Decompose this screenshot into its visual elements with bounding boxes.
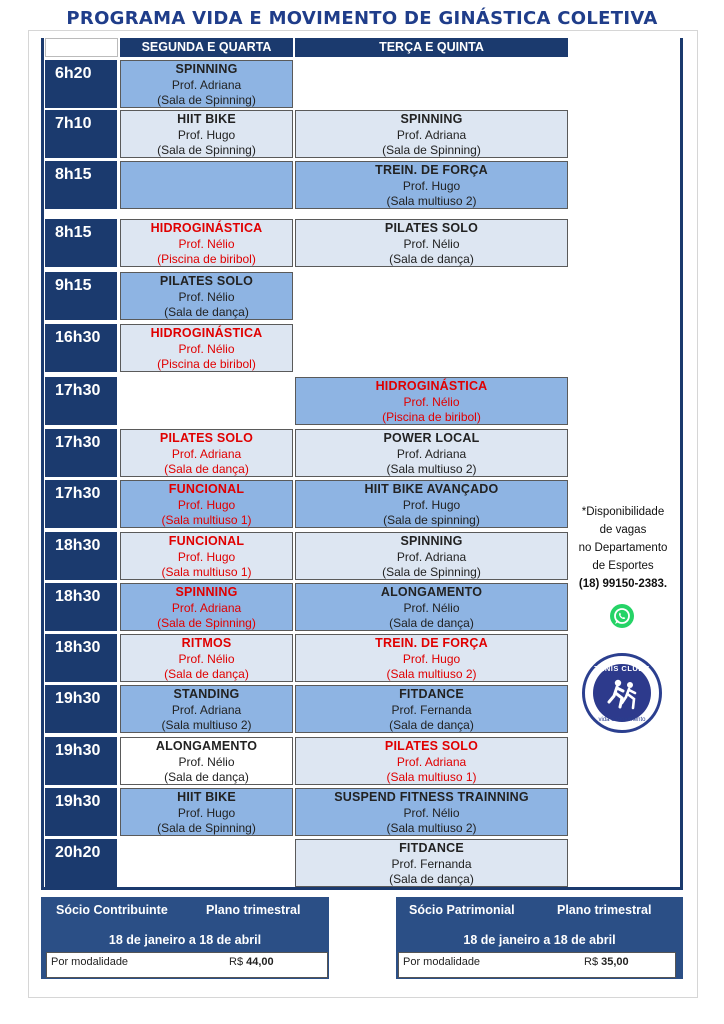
class-activity: RITMOS	[181, 636, 232, 650]
note-line: no Departamento	[578, 542, 668, 554]
class-cell-segunda-quarta	[120, 272, 293, 320]
class-cell-terca-quinta	[295, 377, 568, 425]
class-room: (Sala de Spinning)	[157, 616, 256, 630]
plan-price-box	[46, 952, 328, 978]
note-line: *Disponibilidade	[581, 506, 665, 518]
class-cell-segunda-quarta	[120, 60, 293, 108]
time-slot: 19h30	[45, 737, 117, 785]
class-instructor: Prof. Nélio	[403, 394, 460, 409]
class-instructor: Prof. Hugo	[402, 651, 461, 666]
class-instructor: Prof. Hugo	[177, 127, 236, 142]
class-room: (Sala de dança)	[164, 770, 249, 784]
class-instructor: Prof. Adriana	[171, 600, 242, 615]
class-cell-terca-quinta	[295, 480, 568, 528]
frame-right-bar	[680, 38, 683, 889]
class-cell-segunda-quarta	[120, 110, 293, 158]
time-slot: 17h30	[45, 429, 117, 477]
class-instructor: Prof. Adriana	[171, 446, 242, 461]
class-instructor: Prof. Hugo	[177, 497, 236, 512]
class-cell-terca-quinta	[295, 110, 568, 158]
class-room: (Sala de Spinning)	[157, 143, 256, 157]
time-slot: 9h15	[45, 272, 117, 320]
class-instructor: Prof. Fernanda	[391, 702, 472, 717]
plan-price	[584, 956, 629, 968]
plan-dates: 18 de janeiro a 18 de abril	[108, 933, 262, 947]
class-cell-terca-quinta	[295, 161, 568, 209]
time-slot: 20h20	[45, 839, 117, 887]
class-cell-segunda-quarta	[120, 480, 293, 528]
class-cell-terca-quinta	[295, 219, 568, 267]
time-slot: 18h30	[45, 583, 117, 631]
class-instructor: Prof. Adriana	[396, 754, 467, 769]
class-room: (Sala multiuso 2)	[386, 194, 477, 208]
class-cell-segunda-quarta	[120, 324, 293, 372]
page-title: PROGRAMA VIDA E MOVIMENTO DE GINÁSTICA COLETIVA	[66, 8, 658, 29]
class-cell-segunda-quarta	[120, 634, 293, 682]
time-slot: 7h10	[45, 110, 117, 158]
class-activity: FITDANCE	[399, 841, 464, 855]
logo-tagline: vida e movimento	[598, 717, 646, 723]
class-room: (Piscina de biribol)	[157, 252, 256, 266]
class-activity: PILATES SOLO	[384, 221, 479, 235]
class-cell-terca-quinta	[295, 583, 568, 631]
class-room: (Sala de Spinning)	[382, 565, 481, 579]
plan-price-label: Por modalidade	[403, 956, 481, 968]
class-activity: POWER LOCAL	[383, 431, 480, 445]
class-activity: FITDANCE	[399, 687, 464, 701]
plan-card-contribuinte	[41, 897, 329, 979]
class-room: (Sala de dança)	[164, 462, 249, 476]
time-slot: 8h15	[45, 161, 117, 209]
time-slot: 18h30	[45, 532, 117, 580]
club-logo	[582, 653, 662, 733]
class-activity: STANDING	[173, 687, 240, 701]
header-blank-cell	[45, 38, 118, 57]
class-cell-segunda-quarta	[120, 788, 293, 836]
class-room: (Sala de Spinning)	[382, 143, 481, 157]
class-activity: PILATES SOLO	[159, 431, 254, 445]
class-cell-terca-quinta	[295, 532, 568, 580]
phone-number: (18) 99150-2383.	[578, 578, 668, 590]
plan-dates: 18 de janeiro a 18 de abril	[463, 933, 616, 947]
time-slot: 8h15	[45, 219, 117, 267]
class-activity: HIIT BIKE AVANÇADO	[364, 482, 499, 496]
class-room: (Sala de dança)	[389, 718, 474, 732]
class-cell-terca-quinta	[295, 839, 568, 887]
whatsapp-icon	[610, 604, 634, 628]
plan-price	[229, 956, 274, 968]
class-room: (Sala de dança)	[389, 252, 474, 266]
class-cell-terca-quinta	[295, 429, 568, 477]
plan-price-box	[398, 952, 676, 978]
class-instructor: Prof. Nélio	[178, 341, 235, 356]
class-instructor: Prof. Nélio	[178, 651, 235, 666]
price-value: 35,00	[601, 956, 629, 968]
class-cell-terca-quinta	[295, 634, 568, 682]
time-slot: 19h30	[45, 685, 117, 733]
frame-left-bar	[41, 38, 44, 889]
class-instructor: Prof. Nélio	[403, 236, 460, 251]
class-room: (Piscina de biribol)	[157, 357, 256, 371]
time-slot: 6h20	[45, 60, 117, 108]
class-instructor: Prof. Nélio	[178, 754, 235, 769]
class-activity: HIDROGINÁSTICA	[375, 379, 488, 393]
class-instructor: Prof. Hugo	[402, 178, 461, 193]
plan-type: Sócio Patrimonial	[409, 903, 515, 917]
time-slot: 19h30	[45, 788, 117, 836]
header-terca-quinta: TERÇA E QUINTA	[295, 38, 568, 57]
class-room: (Sala de dança)	[389, 616, 474, 630]
class-instructor: Prof. Nélio	[403, 805, 460, 820]
time-slot: 16h30	[45, 324, 117, 372]
time-slot: 17h30	[45, 377, 117, 425]
class-activity: SPINNING	[400, 112, 463, 126]
plan-price-label: Por modalidade	[51, 956, 129, 968]
class-instructor: Prof. Adriana	[396, 446, 467, 461]
class-instructor: Prof. Nélio	[403, 600, 460, 615]
note-line: de Esportes	[592, 560, 654, 572]
class-instructor: Prof. Hugo	[402, 497, 461, 512]
class-instructor: Prof. Adriana	[171, 77, 242, 92]
class-instructor: Prof. Adriana	[171, 702, 242, 717]
class-activity: ALONGAMENTO	[380, 585, 483, 599]
header-segunda-quarta: SEGUNDA E QUARTA	[120, 38, 293, 57]
class-activity: SPINNING	[175, 585, 238, 599]
class-instructor: Prof. Nélio	[178, 236, 235, 251]
plan-period: Plano trimestral	[557, 903, 652, 917]
class-activity: PILATES SOLO	[159, 274, 254, 288]
class-cell-segunda-quarta	[120, 161, 293, 209]
class-activity: HIDROGINÁSTICA	[150, 326, 263, 340]
plan-card-patrimonial	[396, 897, 683, 979]
class-activity: TREIN. DE FORÇA	[375, 636, 488, 650]
currency: R$	[229, 956, 244, 968]
class-room: (Sala de Spinning)	[157, 821, 256, 835]
class-room: (Sala de dança)	[164, 667, 249, 681]
plan-period: Plano trimestral	[206, 903, 301, 917]
class-activity: SUSPEND FITNESS TRAINNING	[334, 790, 529, 804]
currency: R$	[584, 956, 599, 968]
class-cell-terca-quinta	[295, 737, 568, 785]
class-room: (Sala de dança)	[164, 305, 249, 319]
class-activity: SPINNING	[175, 62, 238, 76]
class-cell-segunda-quarta	[120, 685, 293, 733]
class-instructor: Prof. Adriana	[396, 127, 467, 142]
time-slot: 18h30	[45, 634, 117, 682]
class-cell-terca-quinta	[295, 788, 568, 836]
class-room: (Sala de Spinning)	[157, 93, 256, 107]
class-activity: FUNCIONAL	[168, 534, 245, 548]
class-cell-segunda-quarta	[120, 737, 293, 785]
class-activity: HIIT BIKE	[177, 790, 236, 804]
class-room: (Sala multiuso 1)	[161, 565, 252, 579]
class-room: (Sala multiuso 2)	[386, 821, 477, 835]
class-room: (Piscina de biribol)	[382, 410, 481, 424]
class-cell-segunda-quarta	[120, 532, 293, 580]
logo-name: TÊNIS CLUBE	[594, 664, 650, 673]
class-instructor: Prof. Fernanda	[391, 856, 472, 871]
class-instructor: Prof. Adriana	[396, 549, 467, 564]
class-instructor: Prof. Hugo	[177, 805, 236, 820]
plan-type: Sócio Contribuinte	[56, 903, 168, 917]
class-room: (Sala de spinning)	[383, 513, 480, 527]
class-room: (Sala multiuso 2)	[161, 718, 252, 732]
class-room: (Sala multiuso 1)	[161, 513, 252, 527]
class-cell-segunda-quarta	[120, 429, 293, 477]
class-activity: ALONGAMENTO	[155, 739, 258, 753]
class-cell-segunda-quarta	[120, 583, 293, 631]
class-instructor: Prof. Nélio	[178, 289, 235, 304]
class-activity: HIDROGINÁSTICA	[150, 221, 263, 235]
class-room: (Sala multiuso 2)	[386, 667, 477, 681]
price-value: 44,00	[246, 956, 274, 968]
class-activity: FUNCIONAL	[168, 482, 245, 496]
time-slot: 17h30	[45, 480, 117, 528]
class-room: (Sala multiuso 1)	[386, 770, 477, 784]
availability-note	[570, 503, 676, 593]
class-room: (Sala multiuso 2)	[386, 462, 477, 476]
class-activity: TREIN. DE FORÇA	[375, 163, 488, 177]
note-line: de vagas	[599, 524, 647, 536]
class-cell-terca-quinta	[295, 685, 568, 733]
class-instructor: Prof. Hugo	[177, 549, 236, 564]
runners-icon	[605, 678, 641, 712]
class-activity: HIIT BIKE	[177, 112, 236, 126]
class-activity: PILATES SOLO	[384, 739, 479, 753]
class-activity: SPINNING	[400, 534, 463, 548]
class-cell-segunda-quarta	[120, 219, 293, 267]
class-room: (Sala de dança)	[389, 872, 474, 886]
